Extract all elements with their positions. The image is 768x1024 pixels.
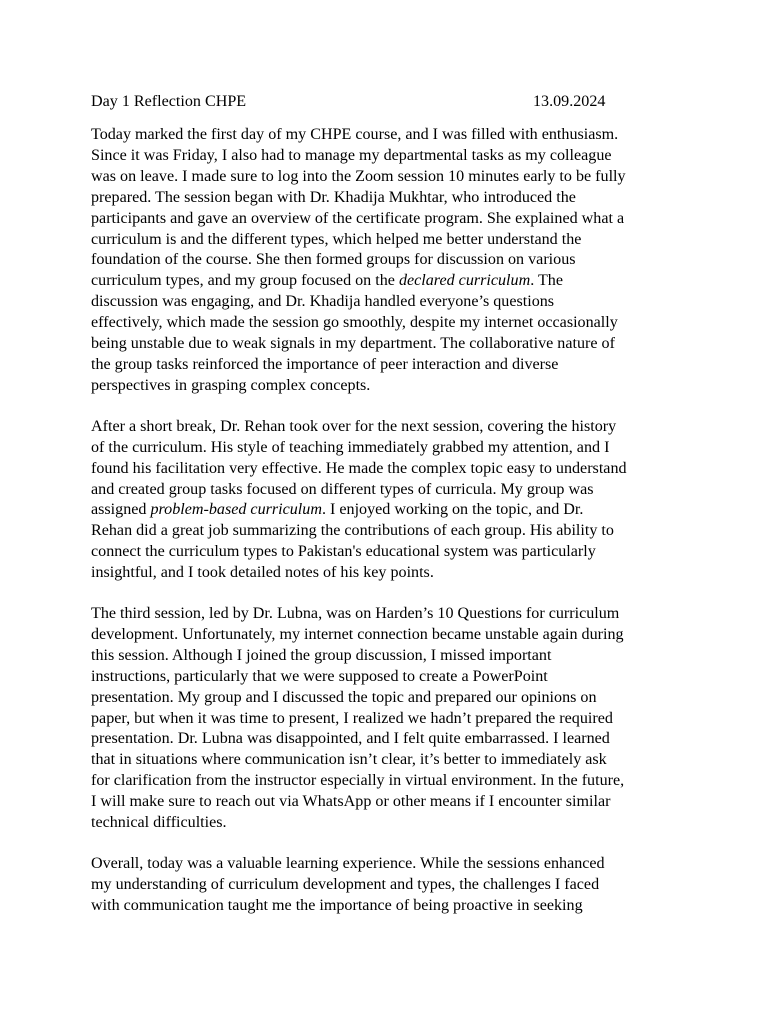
emphasized-term: problem-based curriculum [150,501,322,519]
document-date: 13.09.2024 [533,93,606,110]
text-line: Today marked the first day of my CHPE course, and I was filled with enthusiasm. [91,126,619,143]
text-line: connect the curriculum types to Pakistan's educational system was particularly [91,543,596,561]
text-line: discussion was engaging, and Dr. Khadija handled everyone’s questions [91,293,555,311]
text-line: curriculum is and the different types, which helped me better understand the [91,230,582,248]
text-line: foundation of the course. She then formed groups for discussion on various [91,251,576,269]
text-line: technical difficulties. [91,814,227,832]
text-line: instructions, particularly that we were supposed to create a PowerPoint [91,667,548,685]
text-segment: curriculum types, and my group focused on the [91,272,399,290]
document-page [91,92,691,937]
text-line: for clarification from the instructor especially in virtual environment. In the future, [91,772,625,790]
text-line: presentation. Dr. Lubna was disappointed, and I felt quite embarrassed. I learned [91,730,610,748]
text-line: this session. Although I joined the group discussion, I missed important [91,646,552,664]
text-line: The third session, led by Dr. Lubna, was on Harden’s 10 Questions for curriculum [91,605,620,623]
text-line: insightful, and I took detailed notes of his key points. [91,564,434,582]
text-line: found his facilitation very effective. He made the complex topic easy to understand [91,459,627,477]
paragraph-second-session [91,417,691,584]
text-line: effectively, which made the session go smoothly, despite my internet occasionally [91,314,618,332]
text-segment: . The [530,272,563,290]
text-line: perspectives in grasping complex concepts. [91,376,371,394]
text-line: was on leave. I made sure to log into the Zoom session 10 minutes early to be fully [91,167,626,185]
emphasized-term: declared curriculum [398,272,531,290]
text-line-with-emphasis [91,500,691,521]
text-line: Since it was Friday, I also had to manage my departmental tasks as my colleague [91,146,612,164]
text-line: with communication taught me the importance of being proactive in seeking [91,896,583,914]
text-line: and created group tasks focused on different types of curricula. My group was [91,480,594,498]
text-line: prepared. The session began with Dr. Khadija Mukhtar, who introduced the [91,188,576,206]
paragraph-overall [91,854,691,917]
text-line: I will make sure to reach out via WhatsApp or other means if I encounter similar [91,793,611,811]
text-line: being unstable due to weak signals in my department. The collaborative nature of [91,335,615,353]
text-line: that in situations where communication isn’t clear, it’s better to immediately ask [91,751,607,769]
text-line: After a short break, Dr. Rehan took over for the next session, covering the history [91,417,617,435]
document-title: Day 1 Reflection CHPE [91,93,247,110]
text-line: Overall, today was a valuable learning experience. While the sessions enhanced [91,855,605,872]
text-segment: . I enjoyed working on the topic, and Dr. [321,501,584,519]
text-line: paper, but when it was time to present, I realized we hadn’t prepared the required [91,709,613,727]
text-line-with-emphasis [91,271,691,292]
paragraph-first-session [91,125,691,397]
text-line: Rehan did a great job summarizing the contributions of each group. His ability to [91,522,614,540]
text-line: presentation. My group and I discussed the topic and prepared our opinions on [91,688,597,706]
text-line: the group tasks reinforced the importance of peer interaction and diverse [91,355,559,373]
document-heading [91,92,691,113]
text-line: my understanding of curriculum development and types, the challenges I faced [91,875,600,893]
text-line: participants and gave an overview of the certificate program. She explained what a [91,209,625,227]
paragraph-third-session [91,604,691,834]
text-segment: assigned [91,501,151,519]
text-line: development. Unfortunately, my internet connection became unstable again during [91,625,624,643]
text-line: of the curriculum. His style of teaching immediately grabbed my attention, and I [91,438,610,456]
